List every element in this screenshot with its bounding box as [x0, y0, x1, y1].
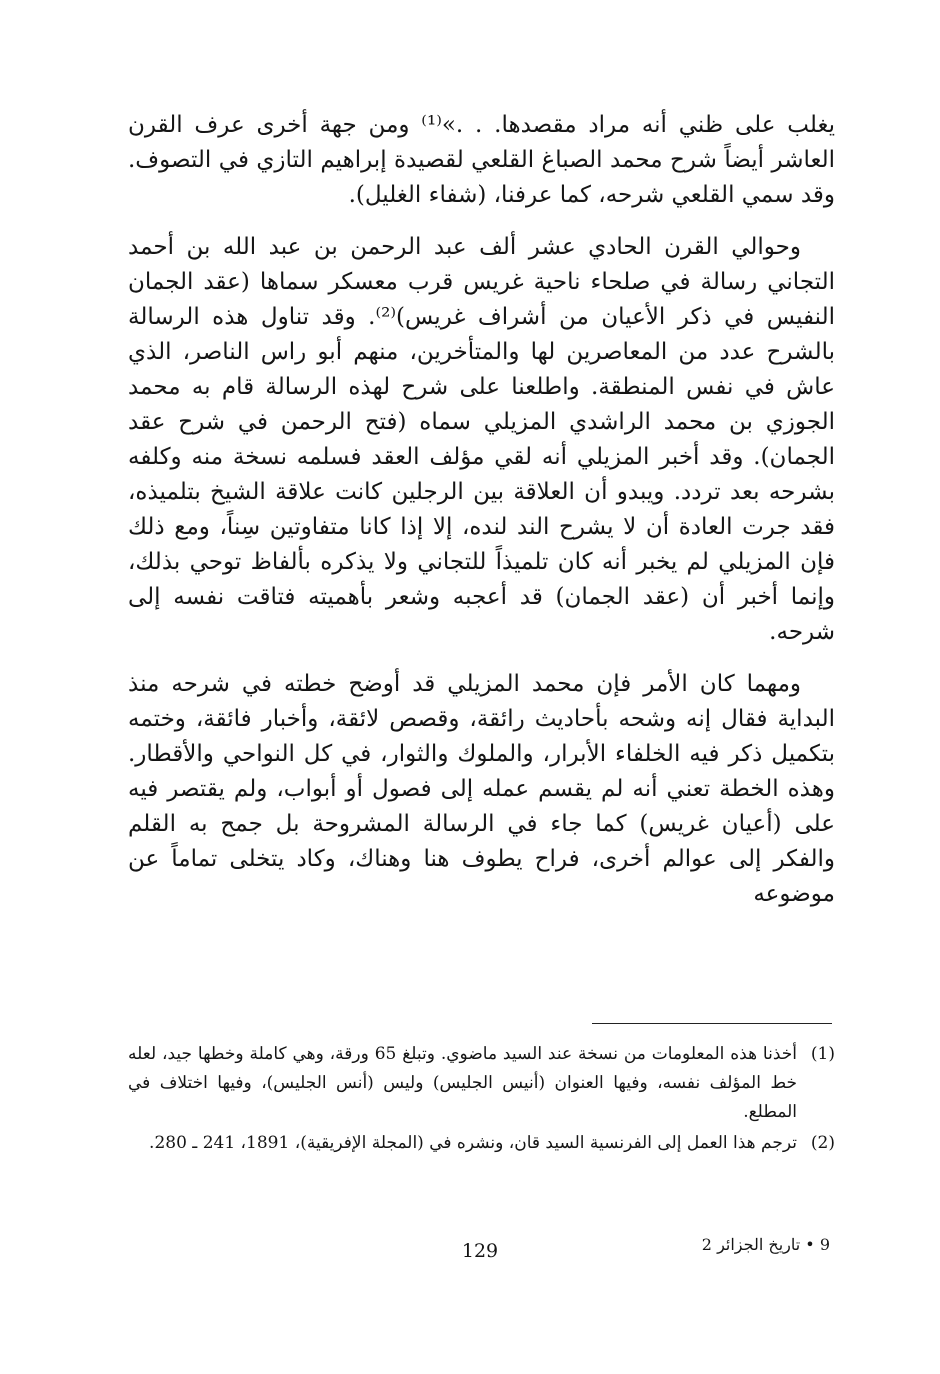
- footnote-separator: [592, 1023, 832, 1024]
- footnote-2: [128, 1129, 835, 1158]
- footnotes: [128, 1040, 835, 1160]
- footnote-text: ترجم هذا العمل إلى الفرنسية السيد قان، ونشره في (المجلة الإفريقية)، 1891، 241 ـ 280.: [149, 1133, 797, 1153]
- signature-mark: 9 • تاريخ الجزائر 2: [701, 1235, 830, 1254]
- footnote-1: [128, 1040, 835, 1127]
- footnote-number: (1): [810, 1044, 835, 1064]
- paragraph-1: يغلب على ظني أنه مراد مقصدها. . .»⁽¹⁾ ومن جهة أخرى عرف القرن العاشر أيضاً شرح محمد الصباغ القلعي لقصيدة إبراهيم التازي في التصوف. وقد سمي القلعي شرحه، كما عرفنا، (شفاء الغليل).: [128, 112, 835, 208]
- main-text: [128, 108, 835, 912]
- paragraph-2: وحوالي القرن الحادي عشر ألف عبد الرحمن بن عبد الله بن أحمد التجاني رسالة في صلحاء ناحية غريس قرب معسكر سماها (عقد الجمان النفيس في ذكر الأعيان من أشراف غريس)⁽²⁾. وقد تناول هذه الرسالة بالشرح عدد من المعاصرين لها والمتأخرين، منهم أبو راس الناصر، الذي عاش في نفس المنطقة. واطلعنا على شرح لهذه الرسالة قام به محمد الجوزي بن محمد الراشدي المزيلي سماه (فتح الرحمن في شرح عقد الجمان). وقد أخبر المزيلي أنه لقي مؤلف العقد فسلمه نسخة منه وكلفه بشرحه بعد تردد. ويبدو أن العلاقة بين الرجلين كانت علاقة الشيخ بتلميذه، فقد جرت العادة أن لا يشرح الند لنده، إلا إذا كانا متفاوتين سِناً، ومع ذلك فإن المزيلي لم يخبر أنه كان تلميذاً للتجاني ولا يذكره بألفاظ توحي بذلك، وإنما أخبر أن (عقد الجمان) قد أعجبه وشعر بأهميته فتاقت نفسه إلى شرحه.: [128, 234, 835, 645]
- footnote-number: (2): [810, 1133, 835, 1153]
- page-number: 129: [461, 1240, 499, 1262]
- paragraph-3: ومهما كان الأمر فإن محمد المزيلي قد أوضح خطته في شرحه منذ البداية فقال إنه وشحه بأحاديث رائقة، وقصص لائقة، وأخبار فائقة، وختمه بتكميل ذكر فيه الخلفاء الأبرار، والملوك والثوار، في كل النواحي والأقطار. وهذه الخطة تعني أنه لم يقسم عمله إلى فصول أو أبواب، ولم يقتصر فيه على (أعيان غريس) كما جاء في الرسالة المشروحة بل جمح به القلم والفكر إلى عوالم أخرى، فراح يطوف هنا وهناك، وكاد يتخلى تماماً عن موضوعه: [128, 671, 835, 907]
- footnote-text: أخذنا هذه المعلومات من نسخة عند السيد ماضوي. وتبلغ 65 ورقة، وهي كاملة وخطها جيد، لعله خط المؤلف نفسه، وفيها العنوان (أنيس الجليس) وليس (أنس الجليس)، وفيها اختلاف في المطلع.: [128, 1044, 797, 1122]
